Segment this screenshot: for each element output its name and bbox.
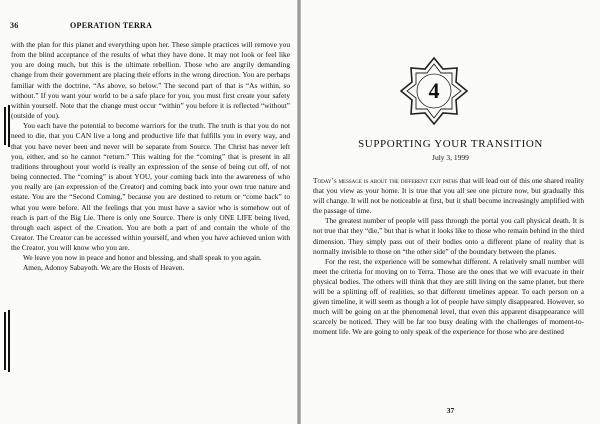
right-paragraph-1 — [313, 176, 584, 216]
right-paragraph-3: For the rest, the experience will be somewhat different. A relatively small number will meet the criteria for moving on to Terra. Those are the ones that we will evacuate in their physical bodies. The others will think that they are still living on the same planet, but there will be a splitting off of realities, so that different timelines appear. To each person on a given timeline, it will seem as though a lot of people have simply disappeared. However, so much will be going on at the phenomenal level, that even this apparent disappearance will scarcely be noticed. They will be far too busy dealing with the challenges of moment-to-moment life. We are going to only speak of the experience for those who are destined — [313, 256, 584, 337]
left-paragraph-1: with the plan for this planet and everything upon her. These simple practices will remove you from the blind acceptance of the results of what they have done. It may not look or feel like you are doing much, but this is the ultimate rebellion. Those who are angrily demanding change from their government are placing their efforts in the wrong direction. You are perhaps familiar with the doctrine, “As above, so below.” The second part of that is “As within, so without.” If you want your world to be a safe place for you, you must first create your safety within yourself. Note that the change must occur “within” you before it is reflected “without” (outside of you). — [11, 40, 290, 121]
margin-bracket-mark — [8, 105, 10, 147]
chapter-date: July 3, 1999 — [432, 153, 469, 162]
left-paragraph-3: We leave you now in peace and honor and blessing, and shall speak to you again. — [23, 253, 262, 263]
right-paragraph-2: The greatest number of people will pass through the portal you call physical death. It is not true that they “die,” but that is what it looks like to those who remain behind in the third dimension. They simply pass out of their bodies onto a different plane of reality that is normally invisible to those on “the other side” of the boundary between the planes. — [313, 216, 584, 256]
right-page-number: 37 — [446, 406, 455, 415]
right-paragraph-1-rest: that will lead out of this one shared reality that you view as your home. It is true that you all see one picture now, but gradually this will change. It will not be noticeable at first, but it shall become increasingly amplified with the passage of time. — [313, 176, 584, 216]
left-page — [0, 0, 297, 424]
margin-bracket-mark — [8, 310, 10, 372]
running-head-title: OPERATION TERRA — [70, 21, 153, 30]
left-paragraph-4: Amen, Adonoy Sabayoth. We are the Hosts of Heaven. — [23, 263, 185, 273]
right-page-body — [313, 176, 584, 338]
left-page-number: 36 — [10, 21, 19, 30]
chapter-number: 4 — [428, 78, 440, 103]
chapter-title: SUPPORTING YOUR TRANSITION — [358, 138, 543, 150]
margin-bracket-mark — [4, 107, 6, 145]
chapter-badge — [398, 55, 470, 127]
left-paragraph-2: You each have the potential to become warriors for the truth. The truth is that you do not need to die, that you CAN live a long and productive life that fulfills you in every way, and that you have never been and never will be separate from Source. The Christ has never left you, either, and so he cannot “return.” This waiting for the “coming” that is present in all traditions throughout your world is really an expression of the sense of being cut off, of not being connected. The “coming” is about YOU, your coming back into the awareness of who you really are (an expression of the Creator) and coming back into your own true nature and estate. You are the “Second Coming,” because you are destined to return or “come back” to what you were before. All the feelings that you must have a savior who is somehow out of reach is part of the Big Lie. There is only one Source. There is only ONE LIFE being lived, through each aspect of the Creation. You are both a part of and contain the whole of the Creator. The Creator can be accessed within yourself, and when you have achieved union with the Creator, you will know who you are. — [11, 121, 290, 253]
chapter-lead-in: Today’s message is about the different exit paths — [313, 176, 458, 185]
left-page-body — [11, 40, 290, 274]
margin-bracket-mark — [4, 312, 6, 370]
